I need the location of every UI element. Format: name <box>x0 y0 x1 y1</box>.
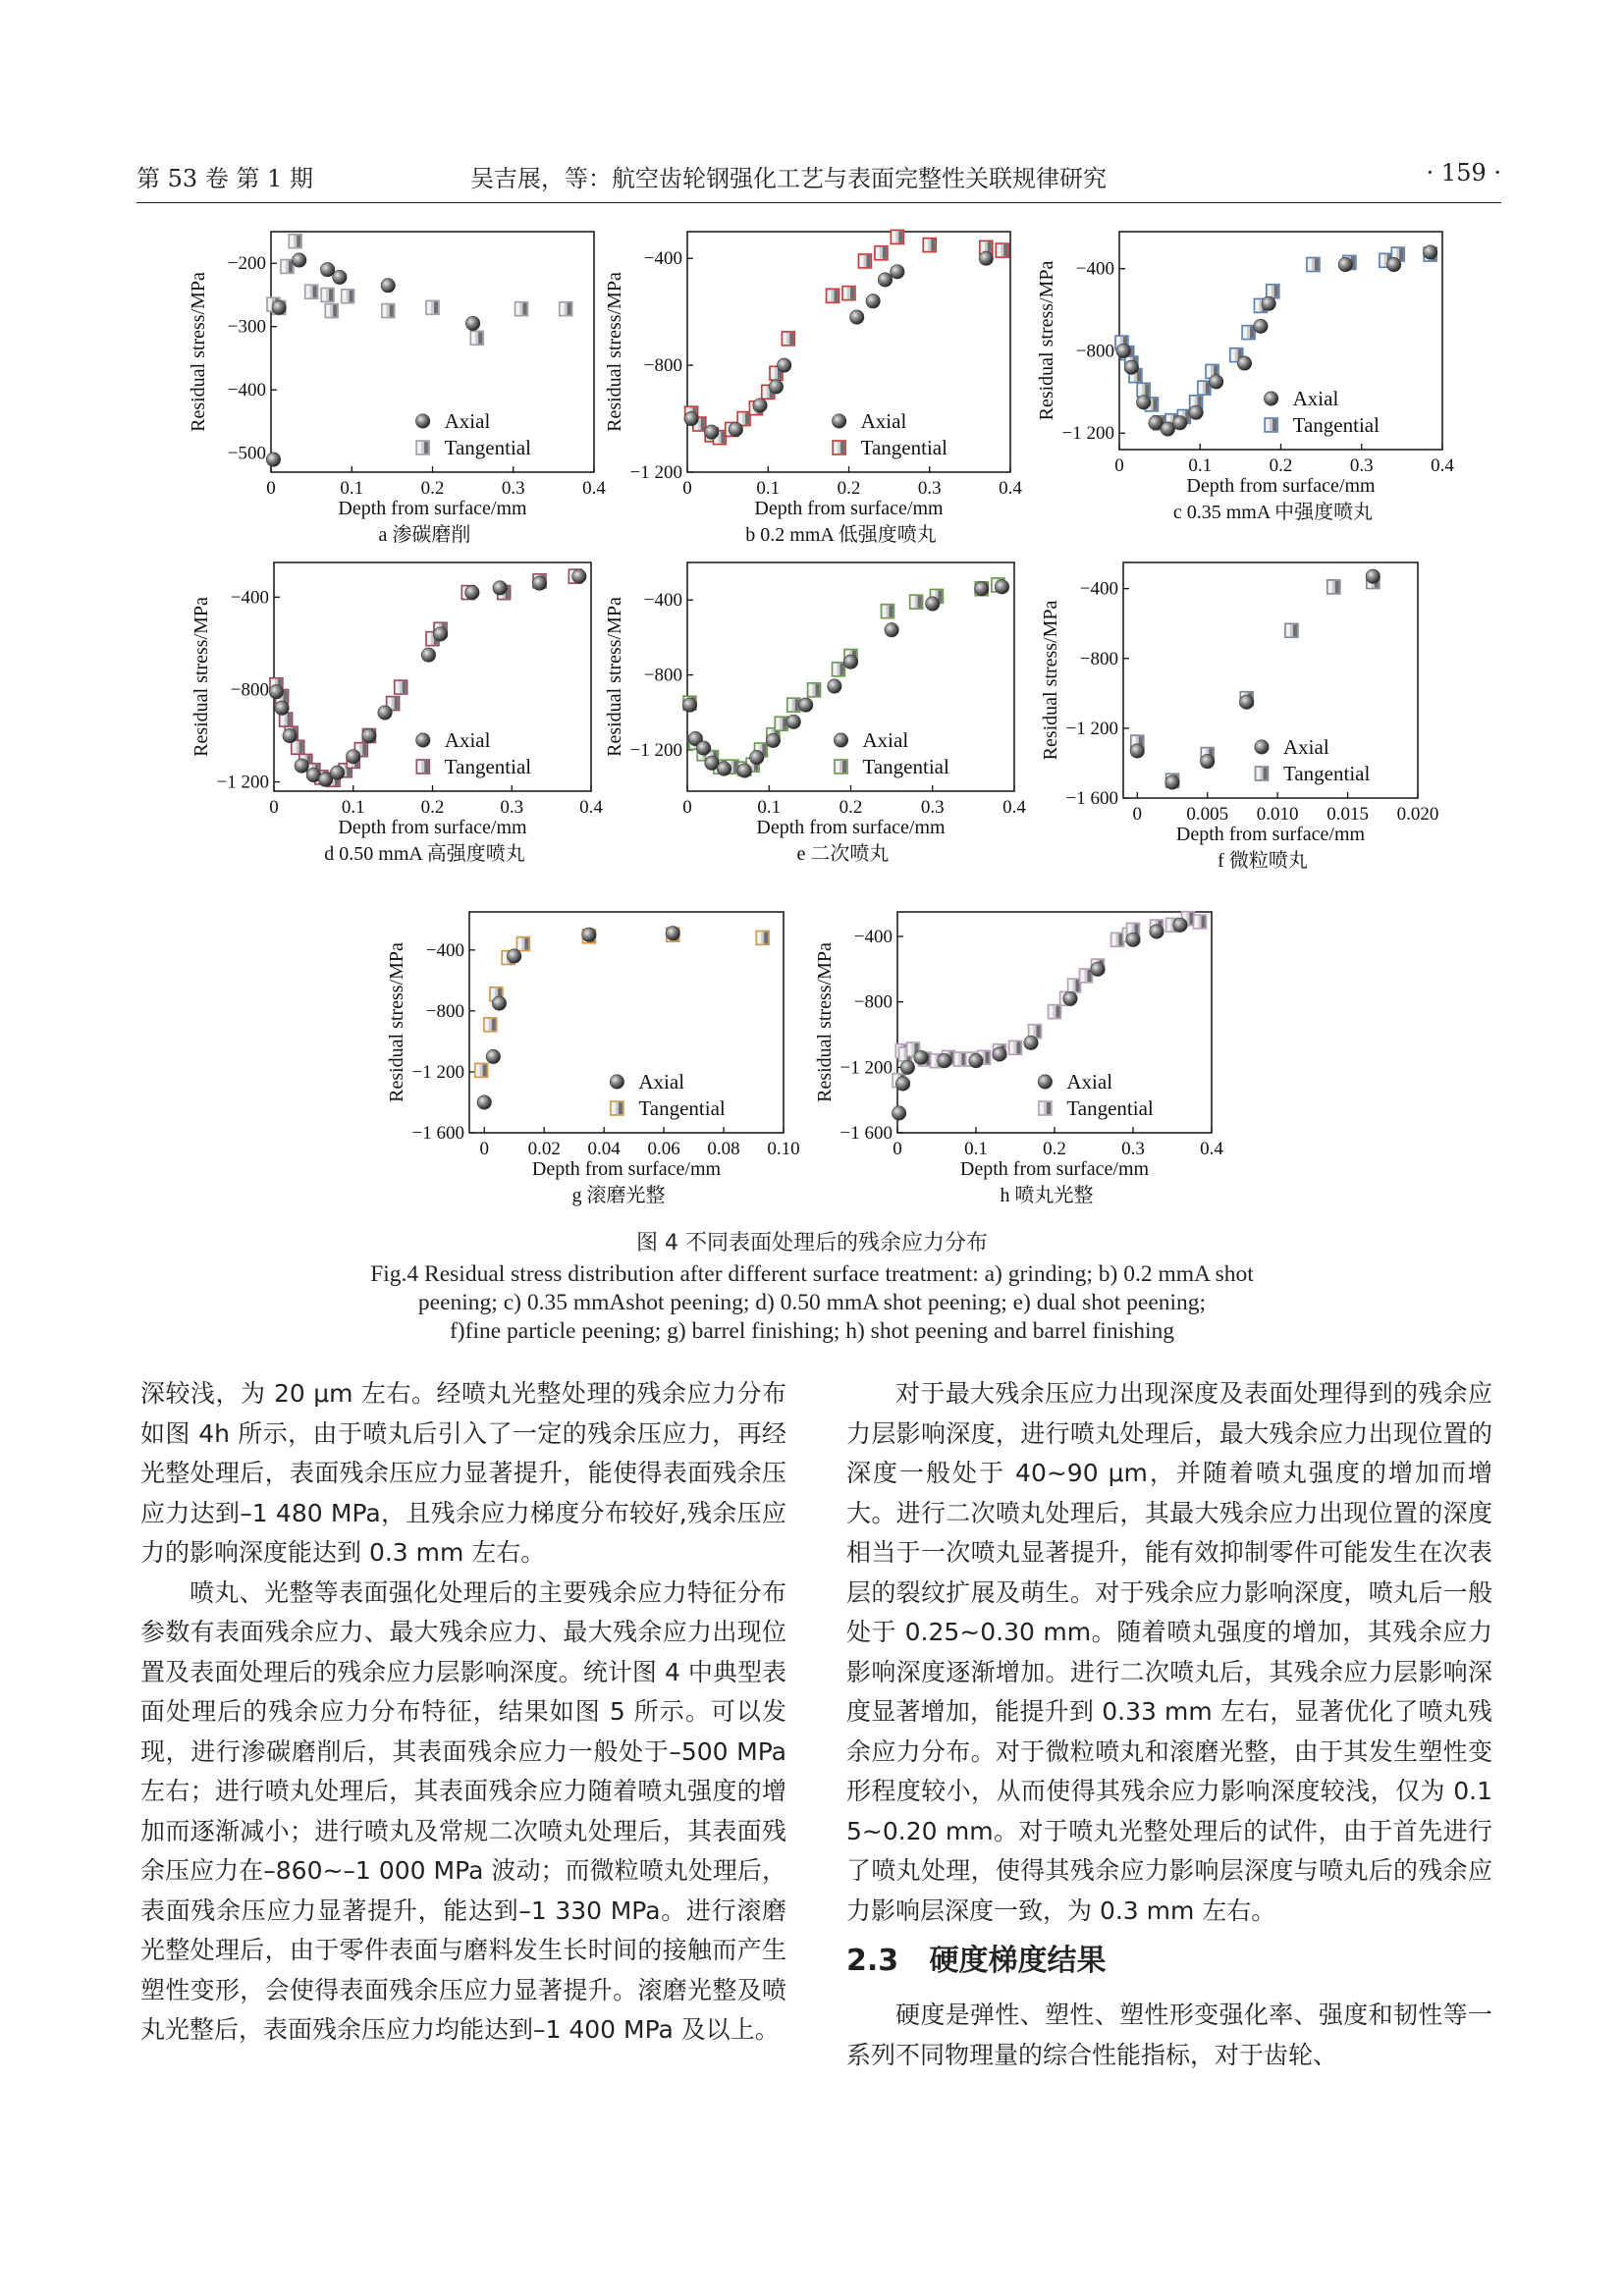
tangential-marker <box>292 740 304 754</box>
plot-frame <box>897 912 1212 1133</box>
axial-marker <box>1264 392 1277 405</box>
x-tick-label: 0.020 <box>1396 804 1439 825</box>
x-tick-label: 0.1 <box>964 1139 988 1159</box>
tangential-marker <box>835 760 847 774</box>
y-tick-label: −1 200 <box>1061 423 1114 445</box>
axial-marker <box>1338 257 1352 271</box>
plot-frame <box>274 562 591 791</box>
legend-tangential: Tangential <box>1292 413 1380 437</box>
page-number: · 159 · <box>1426 159 1501 187</box>
legend-tangential: Tangential <box>444 436 531 459</box>
axial-marker <box>786 715 800 728</box>
axial-marker <box>333 270 347 284</box>
legend-tangential: Tangential <box>1283 762 1371 785</box>
legend-axial: Axial <box>638 1070 685 1094</box>
y-tick-label: −400 <box>227 380 266 401</box>
axial-marker <box>1136 396 1150 409</box>
tangential-marker <box>1267 285 1279 298</box>
axial-marker <box>610 1075 623 1089</box>
legend-tangential: Tangential <box>862 755 949 778</box>
x-tick-label: 0.1 <box>341 797 365 818</box>
x-tick-label: 0.1 <box>340 478 364 499</box>
tangential-marker <box>281 259 294 273</box>
tangential-marker <box>827 289 839 302</box>
x-tick-label: 0 <box>893 1139 902 1159</box>
x-tick-label: 0.1 <box>1188 455 1213 476</box>
x-axis-label: Depth from surface/mm <box>531 1158 722 1180</box>
y-tick-label: −400 <box>1075 258 1114 280</box>
tangential-marker <box>954 1052 967 1066</box>
chart-g <box>386 912 800 1206</box>
tangential-marker <box>1039 1101 1052 1115</box>
legend-axial: Axial <box>1292 387 1339 410</box>
y-tick-label: −1 200 <box>411 1061 464 1083</box>
axial-marker <box>892 1106 905 1120</box>
y-tick-label: −1 200 <box>629 462 682 483</box>
x-tick-label: 0.3 <box>501 478 525 499</box>
subfigure-label: e 二次喷丸 <box>796 843 890 865</box>
legend-tangential: Tangential <box>638 1096 726 1120</box>
tangential-marker <box>1307 258 1320 272</box>
axial-marker <box>486 1049 500 1063</box>
x-tick-label: 0.06 <box>647 1139 680 1159</box>
tangential-marker <box>1068 979 1081 992</box>
y-tick-label: −400 <box>425 939 464 961</box>
axial-marker <box>378 706 392 720</box>
x-tick-label: 0.3 <box>920 797 945 818</box>
tangential-marker <box>416 760 429 774</box>
y-axis-label: Residual stress/MPa <box>190 597 212 757</box>
y-axis-label: Residual stress/MPa <box>1036 260 1057 421</box>
axial-marker <box>1254 319 1268 333</box>
axial-marker <box>799 698 813 712</box>
tangential-marker <box>342 290 354 303</box>
axial-marker <box>993 1047 1006 1061</box>
tangential-marker <box>833 663 845 676</box>
x-tick-label: 0.4 <box>1002 797 1026 818</box>
section-title: 硬度梯度结果 <box>929 1944 1107 1978</box>
y-tick-label: −1 200 <box>1065 718 1118 739</box>
axial-marker <box>682 698 696 712</box>
tangential-marker <box>470 331 483 345</box>
y-tick-label: −800 <box>643 355 682 377</box>
axial-marker <box>979 251 993 265</box>
y-tick-label: −400 <box>1079 578 1118 600</box>
x-axis-label: Depth from surface/mm <box>754 498 944 519</box>
axial-marker <box>532 576 546 590</box>
tangential-marker <box>782 332 794 346</box>
tangential-marker <box>484 1018 497 1032</box>
tangential-marker <box>1327 580 1340 594</box>
tangential-marker <box>1198 381 1211 395</box>
axial-marker <box>1150 925 1164 938</box>
y-tick-label: −300 <box>227 316 266 338</box>
paragraph: 喷丸、光整等表面强化处理后的主要残余应力特征分布参数有表面残余应力、最大残余应力、最大残余应力出现位置及表面处理后的残余应力层影响深度。统计图 4 中典型表面处理后的残余应力分布特征，结果如图 5 所示。可以发现，进行渗碳磨削后，其表面残余应力一般处于–500 MPa 左右；进行喷丸处理后，其表面残余应力随着喷丸强度的增加而逐渐减小；进行喷丸及常规二次喷丸处理后，其表面残余压应力在–860~–1 000 MPa 波动；而微粒喷丸处理后，表面残余压应力显著提升，能达到–1 330 MPa。进行滚磨光整处理后，由于零件表面与磨料发生长时间的接触而产生塑性变形，会使得表面残余压应力显著提升。滚磨光整及喷丸光整后，表面残余压应力均能达到–1 400 MPa 及以上。 <box>140 1577 786 2044</box>
axial-marker <box>1262 296 1275 310</box>
y-axis-label: Residual stress/MPa <box>604 272 625 432</box>
tangential-marker <box>1194 915 1207 929</box>
axial-marker <box>416 733 430 747</box>
axial-marker <box>1237 356 1251 370</box>
y-tick-label: −1 600 <box>839 1123 893 1144</box>
chart-e <box>604 562 1026 865</box>
axial-marker <box>900 1060 914 1074</box>
body-column-left <box>140 1374 786 2051</box>
y-tick-label: −400 <box>643 248 682 270</box>
tangential-marker <box>923 239 936 252</box>
plot-frame <box>271 232 594 472</box>
axial-marker <box>477 1095 491 1109</box>
x-tick-label: 0.4 <box>1200 1139 1223 1159</box>
axial-marker <box>415 414 429 428</box>
legend-axial: Axial <box>1283 735 1329 759</box>
x-tick-label: 0 <box>1114 455 1124 476</box>
axial-marker <box>508 949 521 963</box>
x-tick-label: 0.4 <box>1431 455 1454 476</box>
y-axis-label: Residual stress/MPa <box>604 597 625 757</box>
subfigure-label: h 喷丸光整 <box>1000 1185 1094 1206</box>
x-tick-label: 0 <box>682 478 692 499</box>
subfigure-label: f 微粒喷丸 <box>1218 850 1308 872</box>
axial-marker <box>696 741 710 755</box>
y-axis-label: Residual stress/MPa <box>386 942 407 1102</box>
x-tick-label: 0.04 <box>587 1139 621 1159</box>
tangential-marker <box>416 441 429 454</box>
legend-tangential: Tangential <box>444 755 532 778</box>
axial-marker <box>666 927 679 940</box>
y-tick-label: −400 <box>853 927 893 947</box>
tangential-marker <box>611 1101 623 1115</box>
x-axis-label: Depth from surface/mm <box>959 1158 1150 1180</box>
x-tick-label: 0 <box>479 1139 489 1159</box>
x-tick-label: 0.2 <box>420 478 445 499</box>
axial-marker <box>572 569 586 583</box>
x-tick-label: 0.2 <box>420 797 445 818</box>
axial-marker <box>1091 962 1105 976</box>
x-tick-label: 0.4 <box>582 478 606 499</box>
tangential-marker <box>808 683 821 697</box>
x-tick-label: 0.010 <box>1256 804 1299 825</box>
axial-marker <box>914 1050 928 1064</box>
x-tick-label: 0.10 <box>767 1139 800 1159</box>
y-tick-label: −1 600 <box>411 1123 464 1144</box>
legend-tangential: Tangential <box>1066 1096 1154 1120</box>
tangential-marker <box>1111 933 1124 946</box>
y-tick-label: −1 200 <box>629 739 682 761</box>
tangential-marker <box>996 243 1008 257</box>
x-axis-label: Depth from surface/mm <box>338 498 527 519</box>
tangential-marker <box>382 304 395 318</box>
x-tick-label: 0.015 <box>1326 804 1369 825</box>
x-tick-label: 0 <box>1132 804 1143 825</box>
axial-marker <box>465 585 479 599</box>
x-tick-label: 0.3 <box>917 478 942 499</box>
x-tick-label: 0.1 <box>757 797 782 818</box>
subfigure-label: a 渗碳磨削 <box>378 524 471 546</box>
tangential-marker <box>775 717 787 730</box>
axial-marker <box>1130 744 1144 758</box>
x-tick-label: 0.2 <box>1269 455 1293 476</box>
axial-marker <box>320 262 334 276</box>
x-tick-label: 0.3 <box>1349 455 1374 476</box>
tangential-marker <box>787 698 800 712</box>
y-tick-label: −800 <box>1075 341 1114 362</box>
x-tick-label: 0 <box>682 797 692 818</box>
tangential-marker <box>875 246 888 260</box>
tangential-marker <box>1265 418 1277 432</box>
tangential-marker <box>395 680 407 694</box>
axial-marker <box>1366 569 1380 583</box>
tangential-marker <box>1256 767 1269 780</box>
y-tick-label: −800 <box>1079 648 1118 669</box>
axial-marker <box>975 582 989 596</box>
tangential-marker <box>426 300 439 314</box>
axial-marker <box>283 728 297 742</box>
paragraph: 对于最大残余压应力出现深度及表面处理得到的残余应力层影响深度，进行喷丸处理后，最大残余应力出现位置的深度一般处于 40~90 μm，并随着喷丸强度的增加而增大。进行二次喷丸处理后，其最大残余应力出现位置的深度相当于一次喷丸显著提升，能有效抑制零件可能发生在次表层的裂纹扩展及萌生。对于残余应力影响深度，喷丸后一般处于 0.25~0.30 mm。随着喷丸强度的增加，其残余应力影响深度逐渐增加。进行二次喷丸后，其残余应力层影响深度显著增加，能提升到 0.33 mm 左右，显著优化了喷丸残余应力分布。对于微粒喷丸和滚磨光整，由于其发生塑性变形程度较小，从而使得其残余应力影响深度较浅，仅为 0.15~0.20 mm。对于喷丸光整处理后的试件，由于首先进行了喷丸处理，使得其残余应力影响层深度与喷丸后的残余应力影响层深度一致，为 0.3 mm 左右。 <box>846 1379 1492 1925</box>
x-axis-label: Depth from surface/mm <box>756 817 946 838</box>
axial-marker <box>347 749 360 763</box>
axial-marker <box>362 728 376 742</box>
axial-marker <box>493 581 507 595</box>
legend-axial: Axial <box>444 409 491 433</box>
x-tick-label: 0 <box>269 797 279 818</box>
tangential-marker <box>325 304 338 318</box>
y-axis-label: Residual stress/MPa <box>1040 600 1061 761</box>
chart-d <box>190 562 603 865</box>
tangential-marker <box>514 302 527 316</box>
section-heading <box>846 1937 1492 1986</box>
tangential-marker <box>475 1063 488 1077</box>
section-number: 2.3 <box>846 1944 899 1978</box>
x-axis-label: Depth from surface/mm <box>338 817 527 838</box>
axial-marker <box>1172 416 1186 430</box>
axial-marker <box>737 764 751 777</box>
legend-axial: Axial <box>860 409 907 433</box>
axial-marker <box>1165 775 1179 789</box>
y-tick-label: −800 <box>230 679 269 701</box>
axial-marker <box>582 928 596 941</box>
legend-axial: Axial <box>1066 1070 1113 1094</box>
axial-marker <box>766 733 780 747</box>
axial-marker <box>1124 360 1138 374</box>
x-tick-label: 0 <box>266 478 276 499</box>
axial-marker <box>1386 257 1400 271</box>
axial-marker <box>769 380 783 394</box>
figure-caption-en-line3: f)fine particle peening; g) barrel finishing; h) shot peening and barrel finishing <box>449 1318 1175 1344</box>
axial-marker <box>266 453 280 466</box>
figure-caption-zh: 图 4 不同表面处理后的残余应力分布 <box>636 1231 988 1255</box>
paragraph: 深较浅，为 20 μm 左右。经喷丸光整处理的残余应力分布如图 4h 所示，由于喷丸后引入了一定的残余压应力，再经光整处理后，表面残余压应力显著提升，能使得表面残余压应力达到–1 480 MPa，且残余应力梯度分布较好,残余压应力的影响深度能达到 0.3 mm 左右。 <box>140 1379 786 1567</box>
legend-axial: Axial <box>862 728 909 752</box>
x-tick-label: 0.4 <box>999 478 1022 499</box>
tangential-marker <box>516 937 529 951</box>
axial-marker <box>1116 344 1130 357</box>
tangential-marker <box>910 595 923 609</box>
y-tick-label: −1 200 <box>839 1057 893 1079</box>
subfigure-label: b 0.2 mmA 低强度喷丸 <box>745 524 937 546</box>
x-tick-label: 0.3 <box>500 797 524 818</box>
axial-marker <box>465 316 479 330</box>
y-tick-label: −800 <box>643 665 682 686</box>
axial-marker <box>1189 405 1203 419</box>
axial-marker <box>895 1077 909 1091</box>
volume-issue: 第 53 卷 第 1 期 <box>136 165 313 192</box>
x-tick-label: 0.2 <box>837 478 861 499</box>
x-tick-label: 0.02 <box>527 1139 561 1159</box>
axial-marker <box>828 679 841 693</box>
axial-marker <box>1063 991 1077 1005</box>
axial-marker <box>433 627 447 641</box>
y-tick-label: −800 <box>853 991 893 1013</box>
axial-marker <box>729 422 742 436</box>
tangential-marker <box>881 605 893 618</box>
x-tick-label: 0.2 <box>839 797 863 818</box>
axial-marker <box>850 310 864 324</box>
axial-marker <box>330 766 344 779</box>
y-tick-label: −500 <box>227 443 266 464</box>
tangential-marker <box>1080 969 1093 983</box>
x-tick-label: 0.2 <box>1043 1139 1066 1159</box>
axial-marker <box>995 580 1008 594</box>
y-tick-label: −1 200 <box>216 772 269 793</box>
axial-marker <box>269 685 283 699</box>
axial-marker <box>1255 740 1269 754</box>
subfigure-label: d 0.50 mmA 高强度喷丸 <box>324 843 525 865</box>
tangential-marker <box>833 441 845 454</box>
x-tick-label: 0.1 <box>756 478 781 499</box>
x-tick-label: 0.08 <box>707 1139 740 1159</box>
axial-marker <box>381 279 395 293</box>
axial-marker <box>1201 754 1215 768</box>
tangential-marker <box>1049 1005 1061 1019</box>
tangential-marker <box>1009 1041 1022 1054</box>
running-title: 吴吉展，等：航空齿轮钢强化工艺与表面完整性关联规律研究 <box>470 165 1107 192</box>
tangential-marker <box>1137 383 1150 397</box>
x-axis-label: Depth from surface/mm <box>1186 475 1376 497</box>
tangential-marker <box>891 230 903 243</box>
axial-marker <box>492 996 506 1010</box>
chart-b <box>604 230 1022 546</box>
tangential-marker <box>1242 326 1255 340</box>
legend-tangential: Tangential <box>860 436 947 459</box>
axial-marker <box>753 399 767 412</box>
x-tick-label: 0.005 <box>1186 804 1229 825</box>
axial-marker <box>843 655 857 668</box>
axial-marker <box>421 648 435 662</box>
axial-marker <box>1210 375 1223 389</box>
plot-frame <box>687 562 1014 791</box>
figure-caption-en-line2: peening; c) 0.35 mmAshot peening; d) 0.50 mmA shot peening; e) dual shot peening; <box>417 1290 1207 1315</box>
subfigure-label: c 0.35 mmA 中强度喷丸 <box>1172 502 1374 523</box>
tangential-marker <box>1285 623 1298 637</box>
y-axis-label: Residual stress/MPa <box>188 272 209 432</box>
axial-marker <box>878 273 892 287</box>
axial-marker <box>891 265 904 279</box>
tangential-marker <box>289 235 301 248</box>
axial-marker <box>295 759 308 773</box>
axial-marker <box>1024 1036 1038 1049</box>
axial-marker <box>717 762 731 775</box>
figure-caption-en-line1: Fig.4 Residual stress distribution after different surface treatment: a) grinding; b) 0.2 mmA shot <box>370 1261 1254 1287</box>
axial-marker <box>684 411 698 425</box>
x-tick-label: 0.4 <box>579 797 603 818</box>
y-tick-label: −400 <box>643 590 682 612</box>
axial-marker <box>938 1053 951 1067</box>
plot-frame <box>1123 562 1418 798</box>
y-axis-label: Residual stress/MPa <box>814 942 836 1102</box>
tangential-marker <box>321 288 334 301</box>
axial-marker <box>778 358 791 372</box>
legend-axial: Axial <box>444 728 491 752</box>
axial-marker <box>293 253 306 267</box>
axial-marker <box>1038 1075 1052 1089</box>
axial-marker <box>885 623 898 637</box>
axial-marker <box>866 294 880 308</box>
axial-marker <box>969 1053 983 1067</box>
y-tick-label: −1 600 <box>1065 788 1118 809</box>
axial-marker <box>1173 918 1187 932</box>
subfigure-label: g 滚磨光整 <box>571 1185 666 1206</box>
paragraph: 硬度是弹性、塑性、塑性形变强化率、强度和韧性等一系列不同物理量的综合性能指标，对于齿轮、 <box>846 2001 1492 2069</box>
tangential-marker <box>842 287 855 300</box>
axial-marker <box>272 300 286 314</box>
chart-a <box>188 232 606 546</box>
axial-marker <box>1423 245 1436 259</box>
axial-marker <box>1126 933 1140 946</box>
axial-marker <box>750 750 764 764</box>
x-axis-label: Depth from surface/mm <box>1175 824 1366 845</box>
axial-marker <box>834 733 847 747</box>
tangential-marker <box>560 302 572 316</box>
tangential-marker <box>858 254 871 268</box>
axial-marker <box>926 597 940 611</box>
axial-marker <box>704 425 718 439</box>
axial-marker <box>832 414 845 428</box>
x-tick-label: 0.3 <box>1121 1139 1145 1159</box>
chart-c <box>1036 232 1454 523</box>
chart-f <box>1040 562 1438 872</box>
tangential-marker <box>756 931 769 944</box>
y-tick-label: −200 <box>227 253 266 275</box>
y-tick-label: −400 <box>230 587 269 609</box>
y-tick-label: −800 <box>425 1000 464 1022</box>
axial-marker <box>275 701 289 715</box>
axial-marker <box>1240 695 1254 709</box>
body-column-right <box>846 1374 1492 2075</box>
tangential-marker <box>305 285 318 298</box>
chart-h <box>814 912 1223 1206</box>
